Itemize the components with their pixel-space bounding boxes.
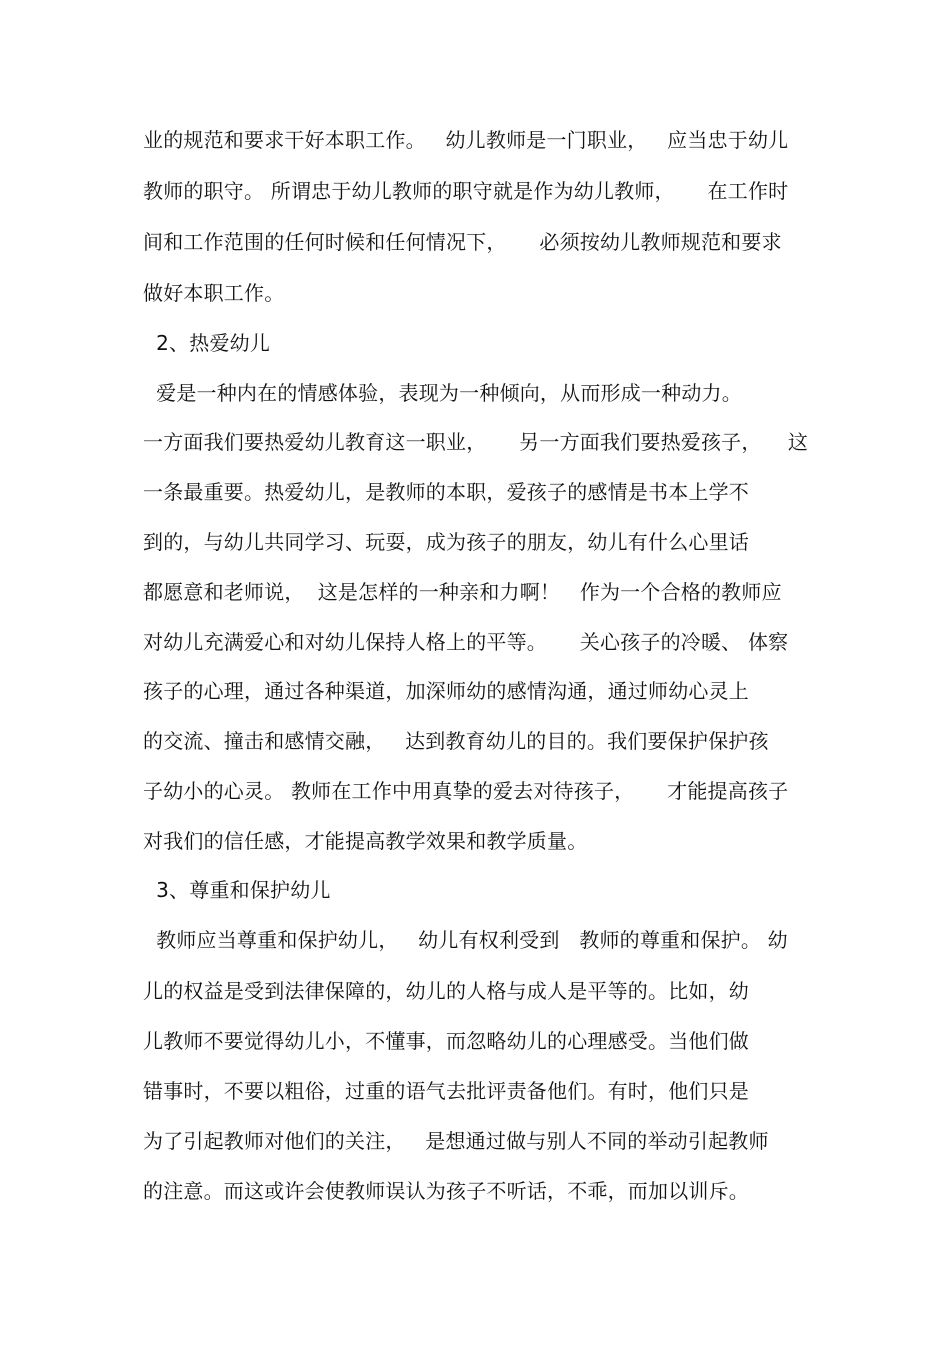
text-line: 一条最重要。热爱幼儿，是教师的本职，爱孩子的感情是书本上学不 [143,480,749,504]
text-line: 儿的权益是受到法律保障的，幼儿的人格与成人是平等的。比如，幼 [143,979,749,1003]
text-line: 子幼小的心灵。 教师在工作中用真挚的爱去对待孩子， 才能提高孩子 [143,779,789,803]
text-line: 爱是一种内在的情感体验，表现为一种倾向，从而形成一种动力。 [143,381,742,405]
text-line: 对我们的信任感，才能提高教学效果和教学质量。 [143,829,588,853]
text-line: 到的，与幼儿共同学习、玩耍，成为孩子的朋友，幼儿有什么心里话 [143,530,749,554]
text-line: 都愿意和老师说， 这是怎样的一种亲和力啊！ 作为一个合格的教师应 [143,580,782,604]
text-line: 的注意。而这或许会使教师误认为孩子不听话，不乖，而加以训斥。 [143,1179,749,1203]
text-line: 儿教师不要觉得幼儿小，不懂事，而忽略幼儿的心理感受。当他们做 [143,1029,749,1053]
text-line: 为了引起教师对他们的关注， 是想通过做与别人不同的举动引起教师 [143,1129,769,1153]
text-line: 的交流、撞击和感情交融， 达到教育幼儿的目的。我们要保护保护孩 [143,729,769,753]
text-line: 教师的职守。 所谓忠于幼儿教师的职守就是作为幼儿教师， 在工作时 [143,179,789,203]
text-line: 对幼儿充满爱心和对幼儿保持人格上的平等。 关心孩子的冷暖、 体察 [143,630,789,654]
text-line: 一方面我们要热爱幼儿教育这一职业， 另一方面我们要热爱孩子， 这 [143,430,809,454]
section-heading: 3、尊重和保护幼儿 [143,878,331,902]
text-line: 间和工作范围的任何时候和任何情况下， 必须按幼儿教师规范和要求 [143,230,782,254]
text-line: 业的规范和要求干好本职工作。 幼儿教师是一门职业， 应当忠于幼儿 [143,128,789,152]
text-line: 错事时，不要以粗俗，过重的语气去批评责备他们。有时，他们只是 [143,1079,749,1103]
text-line: 做好本职工作。 [143,281,285,305]
text-line: 孩子的心理，通过各种渠道，加深师幼的感情沟通，通过师幼心灵上 [143,679,749,703]
text-line: 教师应当尊重和保护幼儿， 幼儿有权利受到 教师的尊重和保护。 幼 [143,928,788,952]
section-heading: 2、热爱幼儿 [143,331,271,355]
